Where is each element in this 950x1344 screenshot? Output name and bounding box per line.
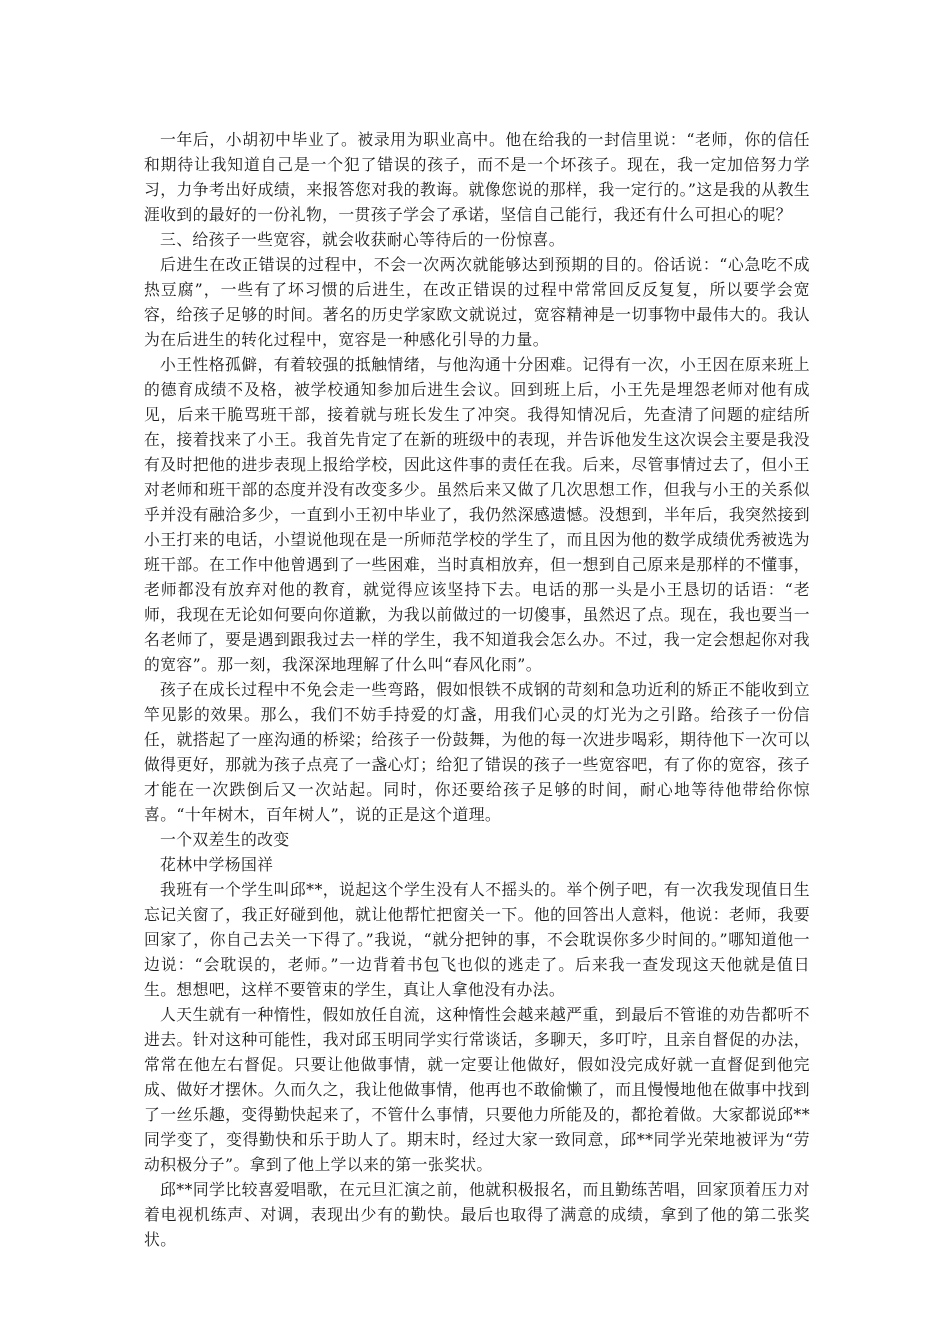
section-heading: 三、给孩子一些宽容，就会收获耐心等待后的一份惊喜。 [160,230,565,249]
paragraph: 孩子在成长过程中不免会走一些弯路，假如恨铁不成钢的苛刻和急功近利的矫正不能收到立竿见影的效果。那么，我们不妨手持爱的灯盏，用我们心灵的灯光为之引路。给孩子一份信任，就搭起了一座沟通的桥梁；给孩子一份鼓舞，为他的每一次进步喝彩，期待他下一次可以做得更好，那就为孩子点亮了一盏心灯；给犯了错误的孩子一些宽容吧，有了你的宽容，孩子才能在一次跌倒后又一次站起。同时，你还要给孩子足够的时间，耐心地等待他带给你惊喜。“十年树木，百年树人”，说的正是这个道理。 [144,680,810,824]
paragraph: 后进生在改正错误的过程中，不会一次两次就能够达到预期的目的。俗话说：“心急吃不成热豆腐”，一些有了坏习惯的后进生，在改正错误的过程中常常回反反复复，所以要学会宽容，给孩子足够的时间。著名的历史学家欧文就说过，宽容精神是一切事物中最伟大的。我认为在后进生的转化过程中，宽容是一种感化引导的力量。 [144,255,810,349]
document-body [144,127,810,1252]
paragraph: 人天生就有一种惰性，假如放任自流，这种惰性会越来越严重，到最后不管谁的劝告都听不进去。针对这种可能性，我对邱玉明同学实行常谈话，多聊天，多叮咛，且亲自督促的办法，常常在他左右督促。只要让他做事情，就一定要让他做好，假如没完成好就一直督促到他完成、做好才摆休。久而久之，我让他做事情，他再也不敢偷懒了，而且慢慢地他在做事中找到了一丝乐趣，变得勤快起来了，不管什么事情，只要他力所能及的，都抢着做。大家都说邱**同学变了，变得勤快和乐于助人了。期末时，经过大家一致同意，邱**同学光荣地被评为“劳动积极分子”。拿到了他上学以来的第一张奖状。 [144,1005,810,1174]
article-author: 花林中学杨国祥 [160,855,274,874]
paragraph: 小王性格孤僻，有着较强的抵触情绪，与他沟通十分困难。记得有一次，小王因在原来班上的德育成绩不及格，被学校通知参加后进生会议。回到班上后，小王先是埋怨老师对他有成见，后来干脆骂班干部，接着就与班长发生了冲突。我得知情况后，先查清了问题的症结所在，接着找来了小王。我首先肯定了在新的班级中的表现，并告诉他发生这次误会主要是我没有及时把他的进步表现上报给学校，因此这件事的责任在我。后来，尽管事情过去了，但小王对老师和班干部的态度并没有改变多少。虽然后来又做了几次思想工作，但我与小王的关系似乎并没有融洽多少，一直到小王初中毕业了，我仍然深感遗憾。没想到，半年后，我突然接到小王打来的电话，小望说他现在是一所师范学校的学生了，而且因为他的数学成绩优秀被选为班干部。在工作中他曾遇到了一些困难，当时真相放弃，但一想到自己原来是那样的不懂事，老师都没有放弃对他的教育，就觉得应该坚持下去。电话的那一头是小王恳切的话语：“老师，我现在无论如何要向你道歉，为我以前做过的一切傻事，虽然迟了点。现在，我也要当一名老师了，要是遇到跟我过去一样的学生，我不知道我会怎么办。不过，我一定会想起你对我的宽容”。那一刻，我深深地理解了什么叫“春风化雨”。 [144,355,810,674]
paragraph: 邱**同学比较喜爱唱歌，在元旦汇演之前，他就积极报名，而且勤练苦唱，回家顶着压力对着电视机练声、对调，表现出少有的勤快。最后也取得了满意的成绩，拿到了他的第二张奖状。 [144,1180,810,1249]
paragraph: 一年后，小胡初中毕业了。被录用为职业高中。他在给我的一封信里说：“老师，你的信任和期待让我知道自己是一个犯了错误的孩子，而不是一个坏孩子。现在，我一定加倍努力学习，力争考出好成绩，来报答您对我的教诲。就像您说的那样，我一定行的。”这是我的从教生涯收到的最好的一份礼物，一贯孩子学会了承诺，坚信自己能行，我还有什么可担心的呢？ [144,130,810,224]
article-title: 一个双差生的改变 [160,830,290,849]
paragraph: 我班有一个学生叫邱**，说起这个学生没有人不摇头的。举个例子吧，有一次我发现值日生忘记关窗了，我正好碰到他，就让他帮忙把窗关一下。他的回答出人意料，他说：老师，我要回家了，你自己去关一下得了。”我说，“就分把钟的事，不会耽误你多少时间的。”哪知道他一边说：“会耽误的，老师。”一边背着书包飞也似的逃走了。后来我一查发现这天他就是值日生。想想吧，这样不要管束的学生，真让人拿他没有办法。 [144,880,810,999]
